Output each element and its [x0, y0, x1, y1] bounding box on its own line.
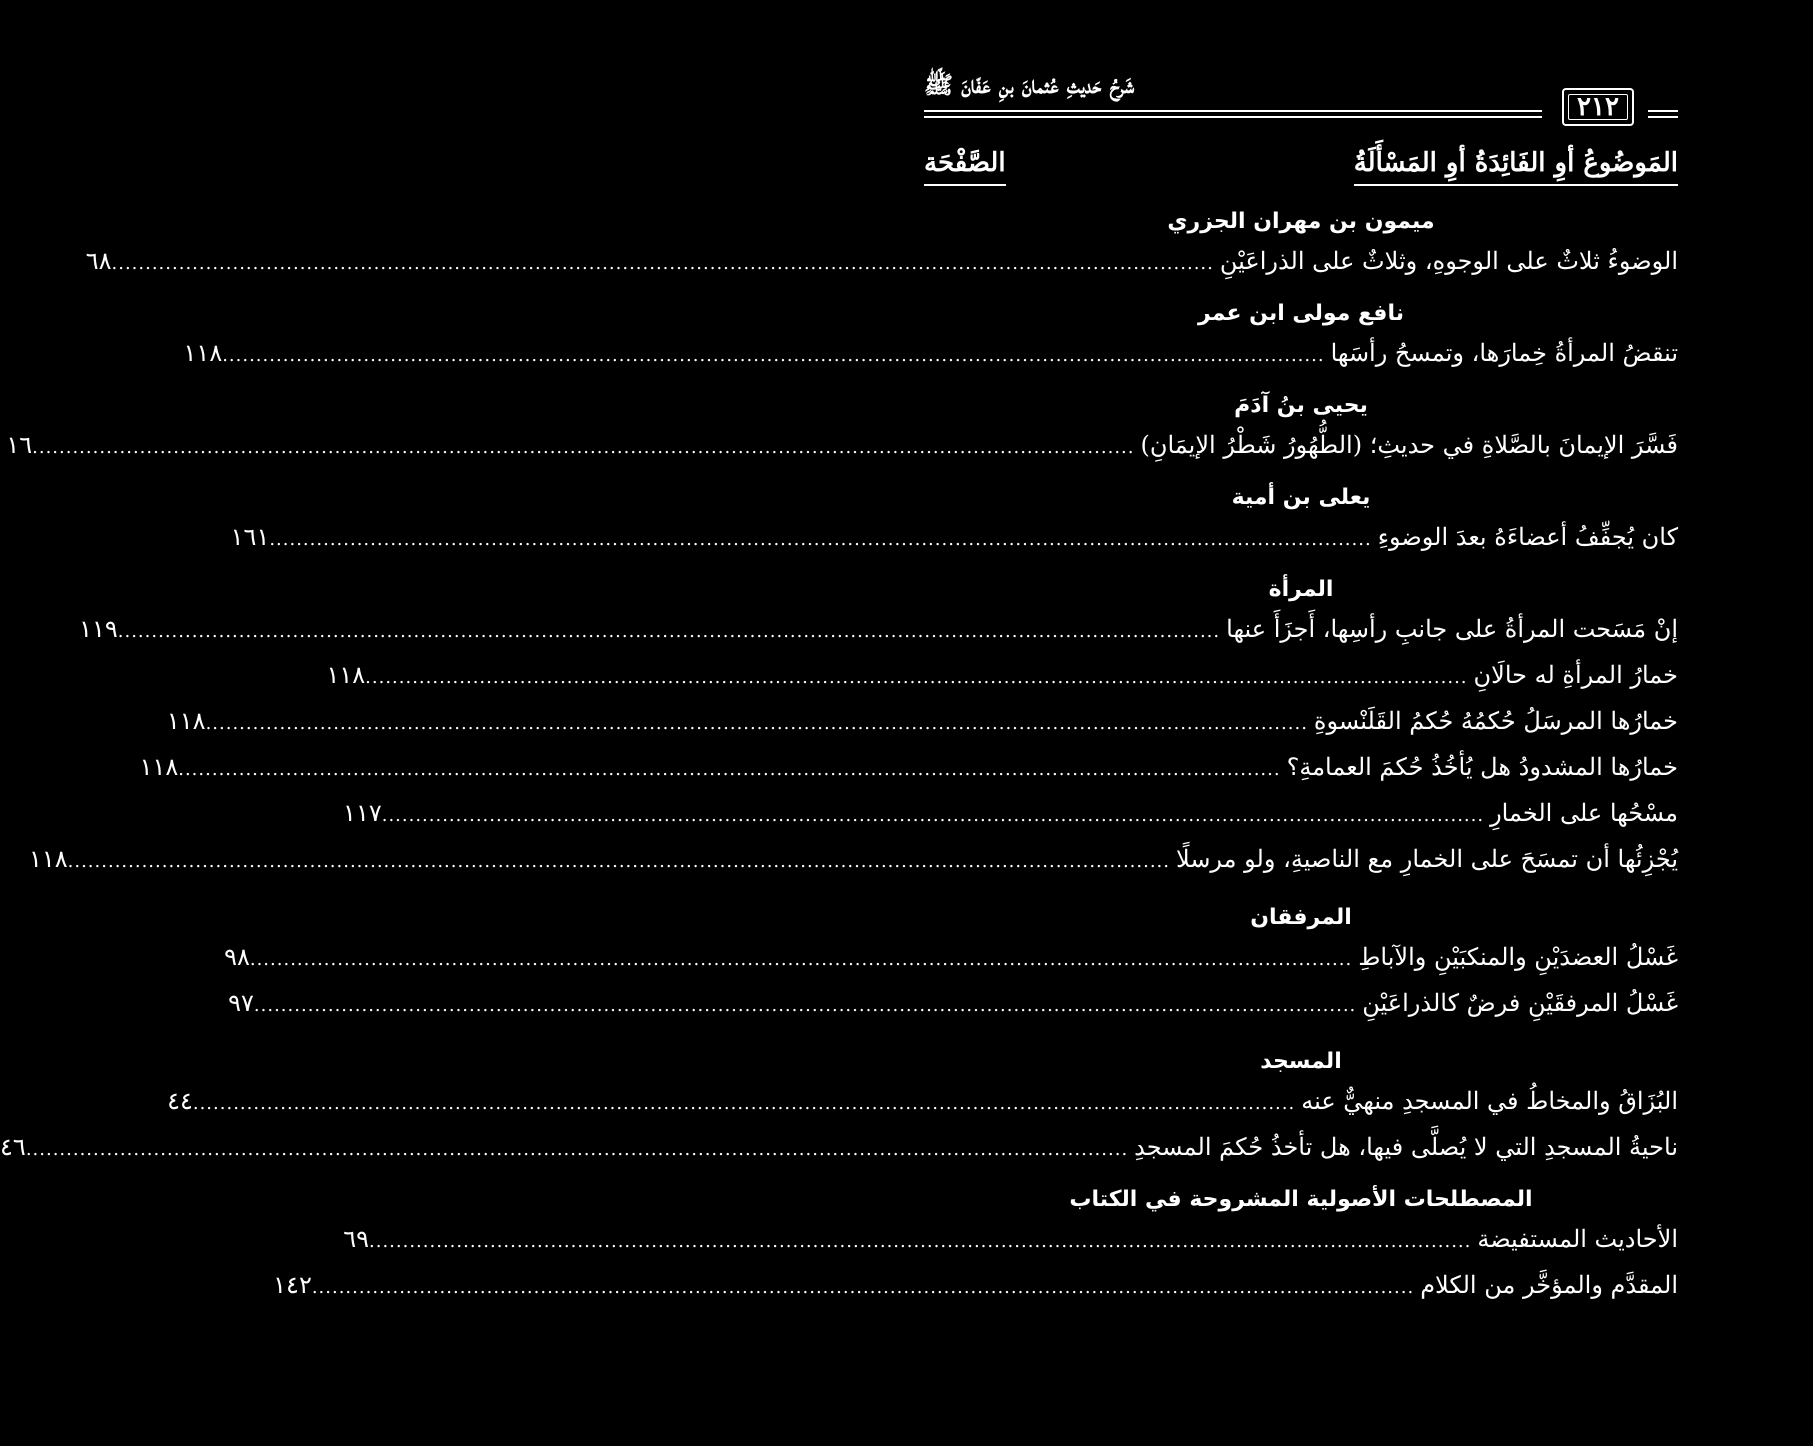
running-title: شَرحُ حَديثِ عُثمانَ بنِ عَفّانَ ﷺ	[924, 70, 1135, 99]
entry-page-number: ٦٨	[85, 247, 112, 275]
index-entry	[230, 514, 1678, 560]
page-number-frame	[1562, 88, 1634, 126]
section-heading: المرفقان	[1250, 905, 1352, 930]
entry-page-number: ١١٨	[139, 753, 179, 781]
entry-title: الوضوءُ ثلاثٌ على الوجوهِ، وثلاثٌ على الذراعَيْنِ	[1219, 247, 1678, 275]
leader-dots: ....................................................................................................................................................................	[178, 759, 1281, 780]
header-rule	[1648, 110, 1678, 112]
section-heading: نافع مولى ابن عمر	[1198, 301, 1404, 326]
entry-title: فَسَّرَ الإيمانَ بالصَّلاةِ في حديثِ؛ (الطُّهُورُ شَطْرُ الإيمَانِ)	[1140, 431, 1678, 459]
index-entry	[6, 422, 1678, 468]
leader-dots: ....................................................................................................................................................................	[32, 437, 1135, 458]
entry-title: كان يُجفِّفُ أعضاءَهُ بعدَ الوضوءِ	[1377, 523, 1678, 551]
leader-dots: ....................................................................................................................................................................	[269, 529, 1372, 550]
index-list	[0, 200, 1678, 1308]
leader-dots: ....................................................................................................................................................................	[381, 805, 1485, 826]
index-entry	[228, 980, 1678, 1026]
leader-dots: ....................................................................................................................................................................	[369, 1231, 1472, 1252]
leader-dots: ....................................................................................................................................................................	[25, 1139, 1129, 1160]
entry-title: غَسْلُ العضدَيْنِ والمنكبَيْنِ والآباطِ	[1358, 943, 1678, 971]
entry-page-number: ١١٨	[183, 339, 223, 367]
entry-page-number: ٤٦	[0, 1133, 26, 1161]
index-entry	[273, 1262, 1678, 1308]
entry-title: خمارُ المرأةِ له حالَانِ	[1473, 661, 1678, 689]
entry-page-number: ١٦١	[230, 523, 270, 551]
index-entry	[28, 836, 1678, 882]
section-heading: يعلى بن أمية	[1231, 485, 1371, 510]
index-entry	[326, 652, 1678, 698]
leader-dots: ....................................................................................................................................................................	[249, 949, 1353, 970]
index-entry	[343, 1216, 1678, 1262]
leader-dots: ....................................................................................................................................................................	[365, 667, 1468, 688]
index-entry	[224, 934, 1678, 980]
leader-dots: ....................................................................................................................................................................	[192, 1093, 1296, 1114]
entry-title: يُجْزِئُها أن تمسَحَ على الخمارِ مع الناصيةِ، ولو مرسلًا	[1176, 845, 1678, 873]
column-headers	[924, 148, 1678, 192]
leader-dots: ....................................................................................................................................................................	[311, 1277, 1415, 1298]
index-entry	[166, 698, 1678, 744]
leader-dots: ....................................................................................................................................................................	[67, 851, 1170, 872]
entry-title: البُزَاقُ والمخاطُ في المسجدِ منهيٌّ عنه	[1301, 1087, 1678, 1115]
section-heading: ميمون بن مهران الجزري	[1167, 209, 1435, 234]
entry-page-number: ٦٩	[343, 1225, 369, 1253]
entry-page-number: ٩٨	[224, 943, 250, 971]
entry-title: المقدَّم والمؤخَّر من الكلام	[1420, 1271, 1678, 1299]
entry-page-number: ١٦	[6, 431, 33, 459]
entry-title: الأحاديث المستفيضة	[1477, 1225, 1678, 1253]
column-header-topic: المَوضُوعُ أوِ الفَائِدَةُ أوِ المَسْأَلَةُ	[1354, 148, 1678, 186]
entry-title: خمارُها المشدودُ هل يُأخُذُ حُكمَ العمامةِ؟	[1286, 753, 1678, 781]
entry-page-number: ٩٧	[228, 989, 254, 1017]
entry-title: مسْحُها على الخمارِ	[1490, 799, 1678, 827]
section-heading: يحيى بنُ آدَمَ	[1234, 393, 1368, 418]
page-number: ٢١٢	[1577, 92, 1619, 122]
index-entry	[183, 330, 1678, 376]
section-heading: المصطلحات الأصولية المشروحة في الكتاب	[1069, 1187, 1533, 1212]
entry-page-number: ١١٧	[343, 799, 382, 827]
leader-dots: ....................................................................................................................................................................	[253, 995, 1357, 1016]
entry-title: خمارُها المرسَلُ حُكمُهُ حُكمُ القَلَنْسوةِ	[1313, 707, 1678, 735]
leader-dots: ....................................................................................................................................................................	[117, 621, 1221, 642]
header-rule	[924, 116, 1542, 118]
entry-page-number: ٤٤	[167, 1087, 193, 1115]
entry-title: ناحيةُ المسجدِ التي لا يُصلَّى فيها، هل تأخذُ حُكمَ المسجدِ	[1134, 1133, 1678, 1161]
header-rule	[1648, 116, 1678, 118]
entry-page-number: ١١٨	[28, 845, 68, 873]
index-entry	[85, 238, 1678, 284]
section-heading: المرأة	[1268, 577, 1334, 602]
page-header	[924, 70, 1678, 130]
entry-page-number: ١٤٢	[273, 1271, 312, 1299]
entry-title: إنْ مَسَحت المرأةُ على جانبِ رأسِها، أَجزَأَ عنها	[1226, 615, 1678, 643]
entry-title: غَسْلُ المرفقَيْنِ فرضٌ كالذراعَيْنِ	[1362, 989, 1678, 1017]
column-header-page: الصَّفْحَة	[924, 148, 1006, 186]
leader-dots: ....................................................................................................................................................................	[205, 713, 1308, 734]
index-entry	[79, 606, 1678, 652]
leader-dots: ....................................................................................................................................................................	[111, 253, 1214, 274]
entry-page-number: ١١٩	[79, 615, 118, 643]
index-entry	[167, 1078, 1678, 1124]
section-heading: المسجد	[1260, 1049, 1342, 1074]
index-entry	[343, 790, 1678, 836]
index-entry	[0, 1124, 1678, 1170]
index-entry	[139, 744, 1678, 790]
leader-dots: ....................................................................................................................................................................	[222, 345, 1325, 366]
entry-title: تنقضُ المرأةُ خِمارَها، وتمسحُ رأسَها	[1330, 339, 1678, 367]
entry-page-number: ١١٨	[166, 707, 206, 735]
header-rule	[924, 110, 1542, 112]
entry-page-number: ١١٨	[326, 661, 366, 689]
